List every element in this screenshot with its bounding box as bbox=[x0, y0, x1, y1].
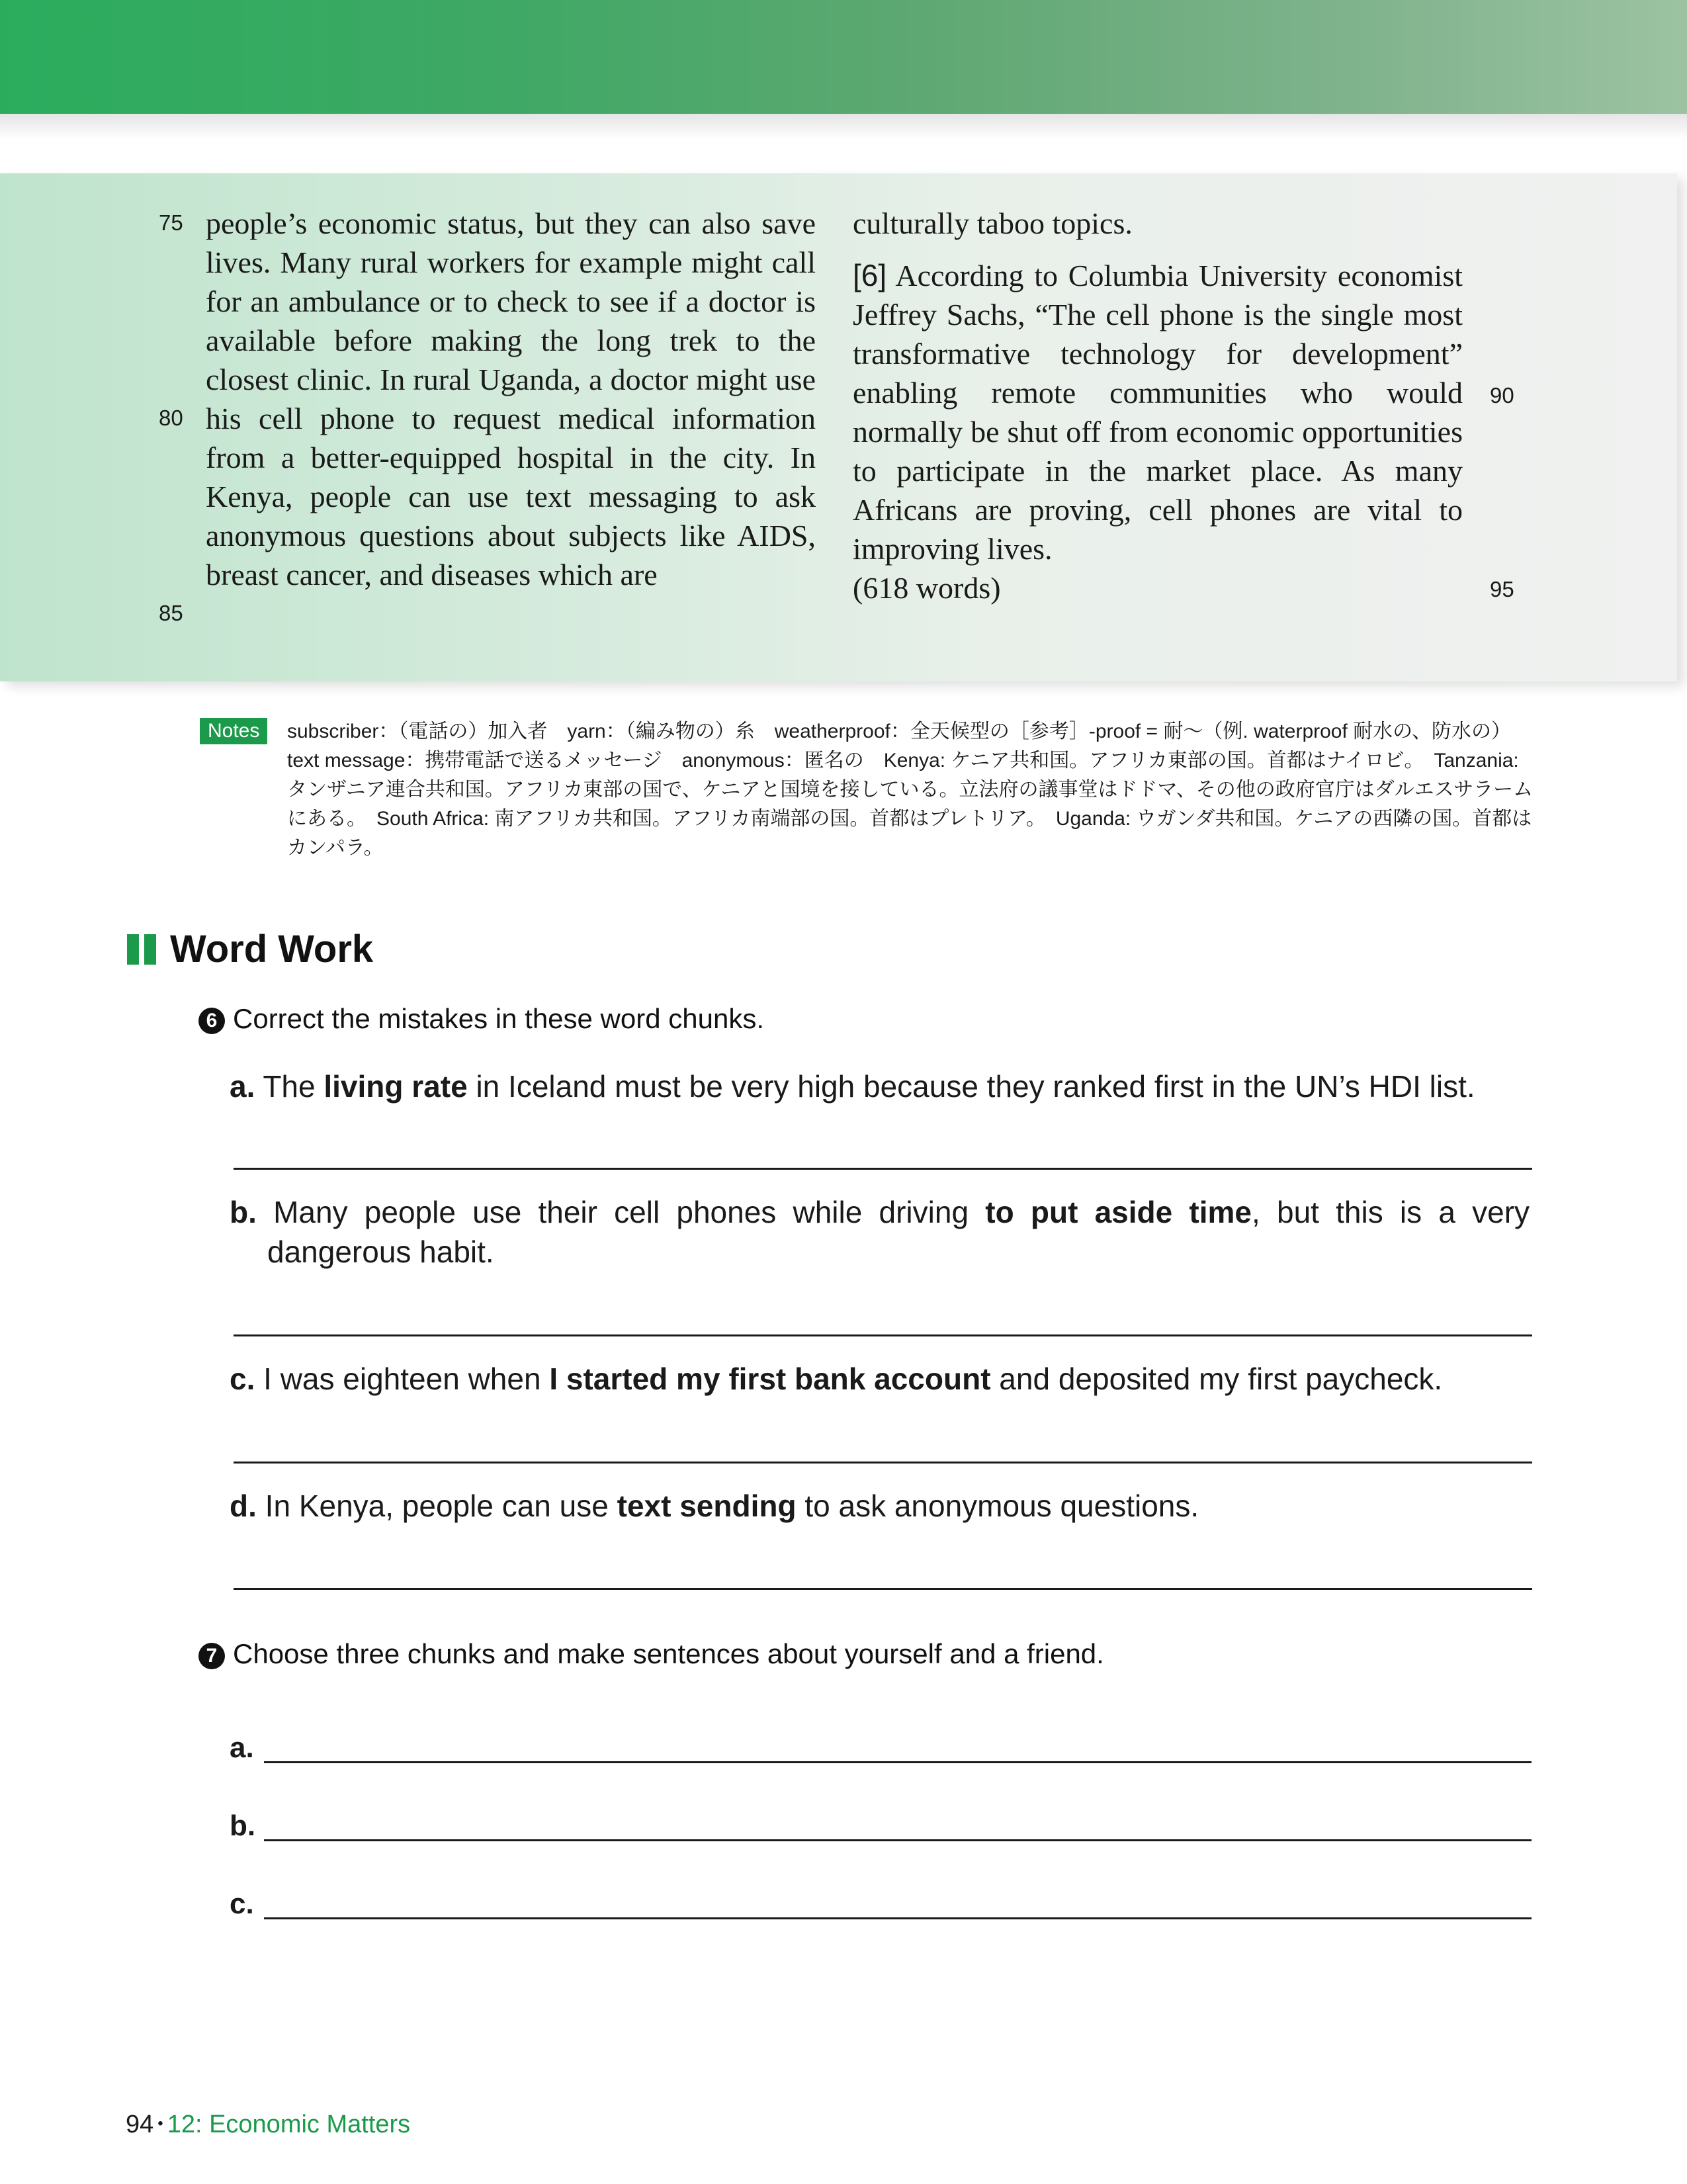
item-chunk: living rate bbox=[324, 1069, 468, 1104]
item-text-after: in Iceland must be very high because they ranked first in the UN’s HDI list. bbox=[467, 1069, 1475, 1104]
passage-right-column bbox=[853, 204, 1463, 607]
passage-paragraph-5-continued: people’s economic status, but they can also save lives. Many rural workers for example might call for an ambulance or to check to see if a doctor is available before making the long trek to the closest clinic. In rural Uganda, a doctor might use his cell phone to request medical information from a better-equipped hospital in the city. In Kenya, people can use text messaging to ask anonymous questions about subjects like AIDS, breast cancer, and diseases which are bbox=[206, 206, 816, 591]
item-text-after: , but this is a very dangerous habit. bbox=[267, 1195, 1530, 1269]
chapter-title: 12: Economic Matters bbox=[167, 2111, 411, 2138]
section-marker-icon bbox=[127, 934, 157, 965]
item-letter: a. bbox=[230, 1069, 255, 1104]
notes-label: Notes bbox=[200, 718, 267, 744]
item-text-after: to ask anonymous questions. bbox=[796, 1489, 1199, 1523]
word-count: (618 words) bbox=[853, 571, 1001, 605]
answer-line-b[interactable] bbox=[234, 1334, 1532, 1336]
line-number-95: 95 bbox=[1490, 577, 1514, 601]
item-chunk: to put aside time bbox=[985, 1195, 1252, 1229]
row-letter: b. bbox=[230, 1810, 256, 1842]
item-letter: b. bbox=[230, 1195, 257, 1229]
line-number-75: 75 bbox=[159, 210, 183, 235]
page-footer bbox=[126, 2107, 410, 2141]
paragraph-6-text: According to Columbia University economist Jeffrey Sachs, “The cell phone is the single most transformative technology for development” enabling remote communities who would normally be shut off from economic opportunities to participate in the market place. As many Africans are proving, cell phones are vital to improving lives. bbox=[853, 259, 1463, 566]
writing-row-b[interactable] bbox=[230, 1806, 1532, 1846]
row-letter: a. bbox=[230, 1731, 254, 1764]
item-text-before: The bbox=[263, 1069, 324, 1104]
writing-line[interactable] bbox=[264, 1839, 1532, 1841]
item-text-after: and deposited my first paycheck. bbox=[990, 1362, 1443, 1396]
passage-paragraph-6 bbox=[853, 256, 1463, 568]
writing-row-a[interactable] bbox=[230, 1728, 1532, 1768]
paragraph-number: [6] bbox=[853, 258, 887, 292]
exercise-7-instruction bbox=[198, 1636, 1104, 1673]
exercise-item-d bbox=[230, 1486, 1530, 1526]
passage-paragraph-5-end: culturally taboo topics. bbox=[853, 206, 1133, 240]
exercise-6-text: Correct the mistakes in these word chunks. bbox=[233, 1003, 765, 1034]
row-letter: c. bbox=[230, 1888, 254, 1920]
line-number-85: 85 bbox=[159, 601, 183, 625]
page-number: 94 bbox=[126, 2111, 154, 2138]
header-color-band bbox=[0, 0, 1687, 114]
exercise-item-c bbox=[230, 1359, 1530, 1399]
item-text-before: I was eighteen when bbox=[263, 1362, 550, 1396]
exercise-number-7: 7 bbox=[198, 1643, 225, 1669]
answer-line-d[interactable] bbox=[234, 1588, 1532, 1590]
header-shadow bbox=[0, 114, 1687, 140]
answer-line-a[interactable] bbox=[234, 1168, 1532, 1170]
exercise-7-text: Choose three chunks and make sentences about yourself and a friend. bbox=[233, 1638, 1104, 1669]
answer-line-c[interactable] bbox=[234, 1462, 1532, 1463]
passage-left-column bbox=[206, 204, 816, 594]
exercise-item-b bbox=[230, 1192, 1530, 1272]
item-chunk: I started my first bank account bbox=[549, 1362, 991, 1396]
line-number-80: 80 bbox=[159, 406, 183, 430]
item-text-before: Many people use their cell phones while driving bbox=[273, 1195, 986, 1229]
writing-line[interactable] bbox=[264, 1761, 1532, 1763]
writing-line[interactable] bbox=[264, 1917, 1532, 1919]
line-number-90: 90 bbox=[1490, 383, 1514, 408]
section-title: Word Work bbox=[170, 928, 374, 971]
exercise-item-a bbox=[230, 1067, 1530, 1106]
writing-row-c[interactable] bbox=[230, 1884, 1532, 1924]
item-chunk: text sending bbox=[617, 1489, 797, 1523]
item-letter: d. bbox=[230, 1489, 257, 1523]
footer-separator: • bbox=[157, 2115, 163, 2132]
exercise-6-instruction bbox=[198, 1000, 764, 1037]
item-letter: c. bbox=[230, 1362, 255, 1396]
exercise-number-6: 6 bbox=[198, 1008, 225, 1034]
notes-text: subscriber：（電話の）加入者 yarn：（編み物の）糸 weatherproof：全天候型の［参考］-proof = 耐〜（例. waterproof 耐水の、防水の） text message：携帯電話で送るメッセージ anonymous：匿名の Kenya: ケニア共和国。アフリカ東部の国。首都はナイロビ。 Tanzania: タンザニア連合共和国。アフリカ東部の国で、ケニアと国境を接している。立法府の議事堂はドドマ、その他の政府官庁はダルエスサラームにある。 South Africa: 南アフリカ共和国。アフリカ南端部の国。首都はプレトリア。 Uganda: ウガンダ共和国。ケニアの西隣の国。首都はカンパラ。 bbox=[287, 721, 1534, 859]
item-text-before: In Kenya, people can use bbox=[265, 1489, 617, 1523]
